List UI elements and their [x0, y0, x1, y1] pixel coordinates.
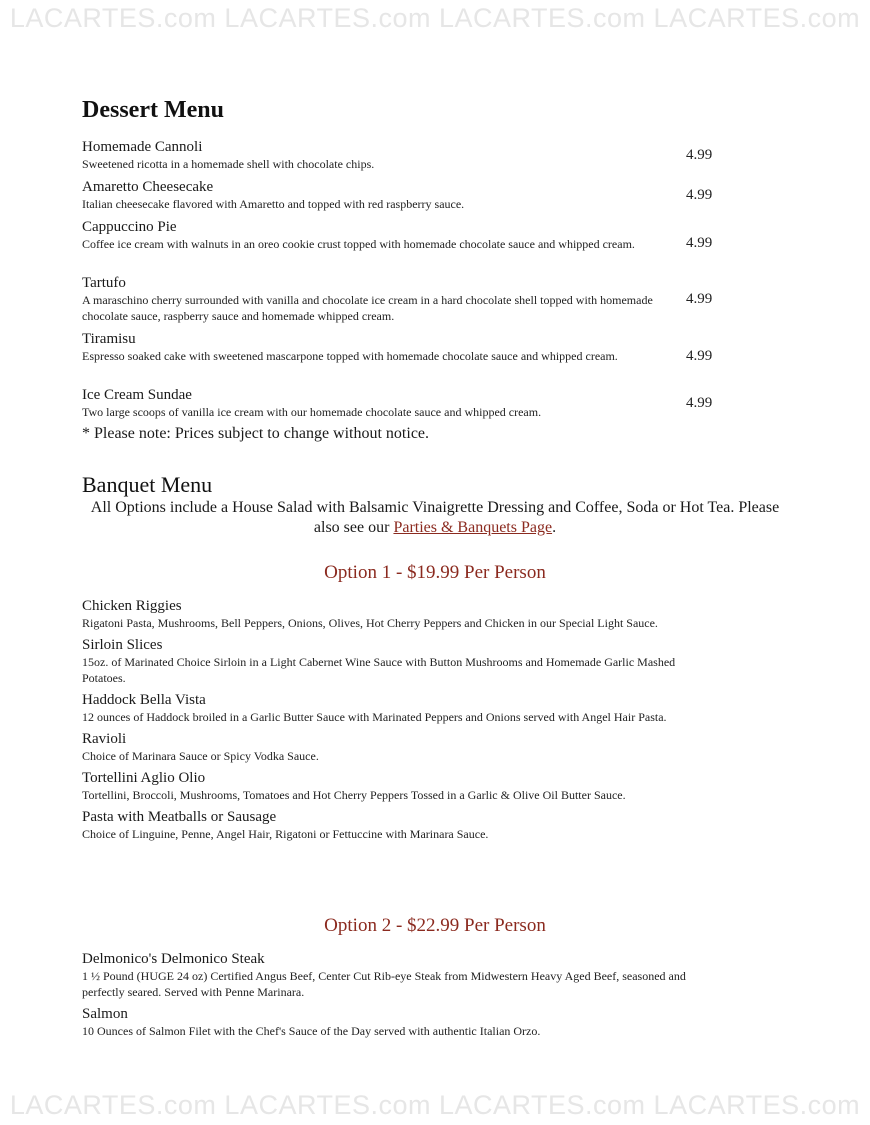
dessert-item-description: Sweetened ricotta in a homemade shell with chocolate chips.: [82, 157, 375, 171]
dessert-item-name: Homemade Cannoli: [82, 139, 203, 155]
option-1-list: [82, 597, 722, 847]
banquet-item: [82, 597, 722, 631]
dessert-item-price: 4.99: [686, 187, 713, 203]
banquet-intro: [78, 498, 792, 538]
dessert-item: [82, 178, 732, 218]
banquet-menu-title: Banquet Menu: [82, 472, 213, 497]
banquet-intro-text: All Options include a House Salad with Balsamic Vinaigrette Dressing and Coffee, Soda or Hot Tea. Please also see our: [90, 499, 780, 536]
watermark-bottom: LACARTES.com LACARTES.com LACARTES.com LACARTES.com: [9, 1090, 861, 1120]
banquet-item-name: Delmonico's Delmonico Steak: [82, 951, 265, 967]
dessert-item-price: 4.99: [686, 147, 713, 163]
dessert-item-description: A maraschino cherry surrounded with vanilla and chocolate ice cream in a hard chocolate shell topped with homemade chocolate sauce, raspberry sauce and homemade whipped cream.: [82, 293, 653, 323]
banquet-item: [82, 636, 722, 686]
dessert-item-price: 4.99: [686, 235, 713, 251]
option-1-heading: Option 1 - $19.99 Per Person: [324, 562, 546, 583]
banquet-item: [82, 769, 722, 803]
banquet-item: [82, 950, 722, 1000]
banquet-item-name: Chicken Riggies: [82, 598, 182, 614]
dessert-item-name: Cappuccino Pie: [82, 219, 177, 235]
banquet-item-description: Choice of Linguine, Penne, Angel Hair, Rigatoni or Fettuccine with Marinara Sauce.: [82, 827, 489, 841]
dessert-item-price: 4.99: [686, 348, 713, 364]
dessert-item: [82, 330, 732, 386]
banquet-item: [82, 808, 722, 842]
watermark-top: LACARTES.com LACARTES.com LACARTES.com LACARTES.com: [9, 3, 861, 33]
dessert-list: [82, 138, 732, 426]
dessert-item-name: Amaretto Cheesecake: [82, 179, 214, 195]
banquet-item: [82, 730, 722, 764]
dessert-item-price: 4.99: [686, 291, 713, 307]
dessert-item-description: Coffee ice cream with walnuts in an oreo cookie crust topped with homemade chocolate sauce and whipped cream.: [82, 237, 635, 251]
banquet-item-name: Haddock Bella Vista: [82, 692, 206, 708]
dessert-item: [82, 274, 732, 330]
dessert-item: [82, 386, 732, 426]
banquet-item-description: Tortellini, Broccoli, Mushrooms, Tomatoes and Hot Cherry Peppers Tossed in a Garlic & Olive Oil Butter Sauce.: [82, 788, 626, 802]
banquet-item: [82, 691, 722, 725]
banquet-item-name: Ravioli: [82, 731, 127, 747]
option-2-heading: Option 2 - $22.99 Per Person: [324, 915, 546, 936]
dessert-item: [82, 218, 732, 274]
dessert-item-description: Two large scoops of vanilla ice cream with our homemade chocolate sauce and whipped cream.: [82, 405, 542, 419]
banquet-intro-end: .: [552, 519, 557, 536]
banquet-item-name: Pasta with Meatballs or Sausage: [82, 809, 277, 825]
banquet-item-description: 1 ½ Pound (HUGE 24 oz) Certified Angus Beef, Center Cut Rib-eye Steak from Midwestern Heavy Aged Beef, seasoned and perfectly seared. Served with Penne Marinara.: [82, 969, 686, 999]
price-change-note: * Please note: Prices subject to change without notice.: [82, 425, 430, 442]
banquet-item-description: 12 ounces of Haddock broiled in a Garlic Butter Sauce with Marinated Peppers and Onions served with Angel Hair Pasta.: [82, 710, 667, 724]
banquet-item-name: Sirloin Slices: [82, 637, 163, 653]
banquet-item: [82, 1005, 722, 1039]
banquet-item-name: Tortellini Aglio Olio: [82, 770, 206, 786]
banquet-item-name: Salmon: [82, 1006, 128, 1022]
dessert-item-description: Espresso soaked cake with sweetened mascarpone topped with homemade chocolate sauce and whipped cream.: [82, 349, 618, 363]
banquet-item-description: Rigatoni Pasta, Mushrooms, Bell Peppers, Onions, Olives, Hot Cherry Peppers and Chicken in our Special Light Sauce.: [82, 616, 658, 630]
dessert-item-name: Tartufo: [82, 275, 126, 291]
dessert-item: [82, 138, 732, 178]
dessert-menu-title: Dessert Menu: [82, 97, 224, 123]
parties-banquets-link[interactable]: Parties & Banquets Page: [393, 519, 553, 536]
option-2-list: [82, 950, 722, 1044]
banquet-item-description: 15oz. of Marinated Choice Sirloin in a Light Cabernet Wine Sauce with Button Mushrooms and Homemade Garlic Mashed Potatoes.: [82, 655, 676, 685]
dessert-item-description: Italian cheesecake flavored with Amaretto and topped with red raspberry sauce.: [82, 197, 465, 211]
dessert-item-price: 4.99: [686, 395, 713, 411]
banquet-item-description: 10 Ounces of Salmon Filet with the Chef's Sauce of the Day served with authentic Italian Orzo.: [82, 1024, 541, 1038]
dessert-item-name: Ice Cream Sundae: [82, 387, 192, 403]
dessert-item-name: Tiramisu: [82, 331, 136, 347]
banquet-item-description: Choice of Marinara Sauce or Spicy Vodka Sauce.: [82, 749, 319, 763]
